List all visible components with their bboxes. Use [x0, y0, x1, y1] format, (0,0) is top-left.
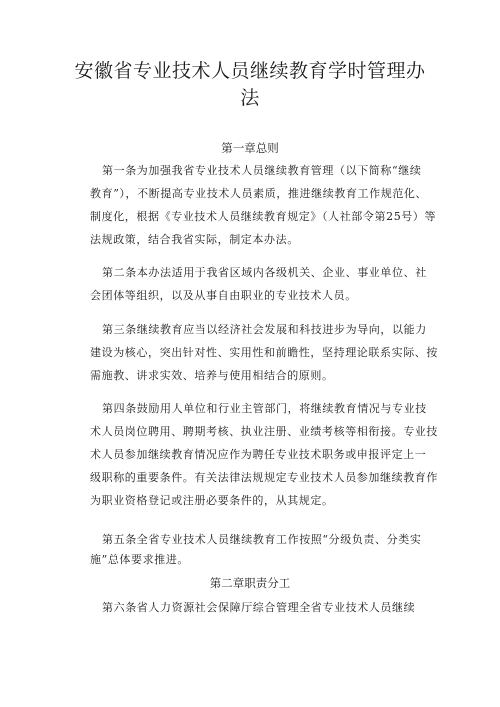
article-6: [90, 596, 430, 619]
article-4-line-4: 级职称的重要条件。有关法律法规规定专业技术人员参加继续教育作: [90, 471, 438, 484]
article-5: [90, 530, 430, 570]
article-1-line-2: 教育”），不断提高专业技术人员素质，推进继续教育工作规范化、: [90, 187, 428, 200]
article-3-line-1: 第三条继续教育应当以经济社会发展和科技进步为导向，以能力: [102, 323, 427, 336]
article-2: [90, 261, 430, 307]
document-title: [70, 58, 430, 112]
article-3: [90, 318, 438, 387]
article-2-line-2: 会团体等组织，以及从事自由职业的专业技术人员。: [90, 289, 357, 302]
document-title-line-1: 安徽省专业技术人员继续教育学时管理办: [74, 60, 426, 82]
article-1: [90, 159, 437, 251]
article-4-line-1: 第四条鼓励用人单位和行业主管部门，将继续教育情况与专业技: [102, 402, 427, 415]
article-4-line-5: 为职业资格登记或注册必要条件的，从其规定。: [90, 494, 334, 507]
article-4-line-3: 术人员参加继续教育情况应作为聘任专业技术职务或申报评定上一: [90, 448, 427, 461]
article-2-line-1: 第二条本办法适用于我省区域内各级机关、企业、事业单位、社: [102, 266, 427, 279]
article-1-line-4: 法规政策，结合我省实际，制定本办法。: [90, 233, 299, 246]
document-title-line-2: 法: [240, 87, 260, 109]
article-3-line-3: 需施教、讲求实效、培养与使用相结合的原则。: [90, 369, 334, 382]
article-6-line-1: 第六条省人力资源社会保障厅综合管理全省专业技术人员继续: [102, 601, 416, 614]
article-4: [90, 397, 438, 512]
article-5-line-2: 施”总体要求推进。: [90, 553, 190, 566]
article-1-line-3: 制度化，根据《专业技术人员继续教育规定》（人社部令第25号）等: [90, 210, 437, 223]
article-4-line-2: 术人员岗位聘用、聘期考核、执业注册、业绩考核等相衔接。专业技: [90, 425, 438, 438]
article-1-line-1: 第一条为加强我省专业技术人员继续教育管理（以下简称“继续: [102, 164, 422, 177]
chapter-heading-2: 第二章职责分工: [209, 576, 291, 590]
article-5-line-1: 第五条全省专业技术人员继续教育工作按照“分级负责、分类实: [102, 533, 422, 546]
chapter-heading-1: 第一章总则: [221, 141, 279, 155]
article-3-line-2: 建设为核心，突出针对性、实用性和前瞻性，坚持理论联系实际、按: [90, 346, 438, 359]
